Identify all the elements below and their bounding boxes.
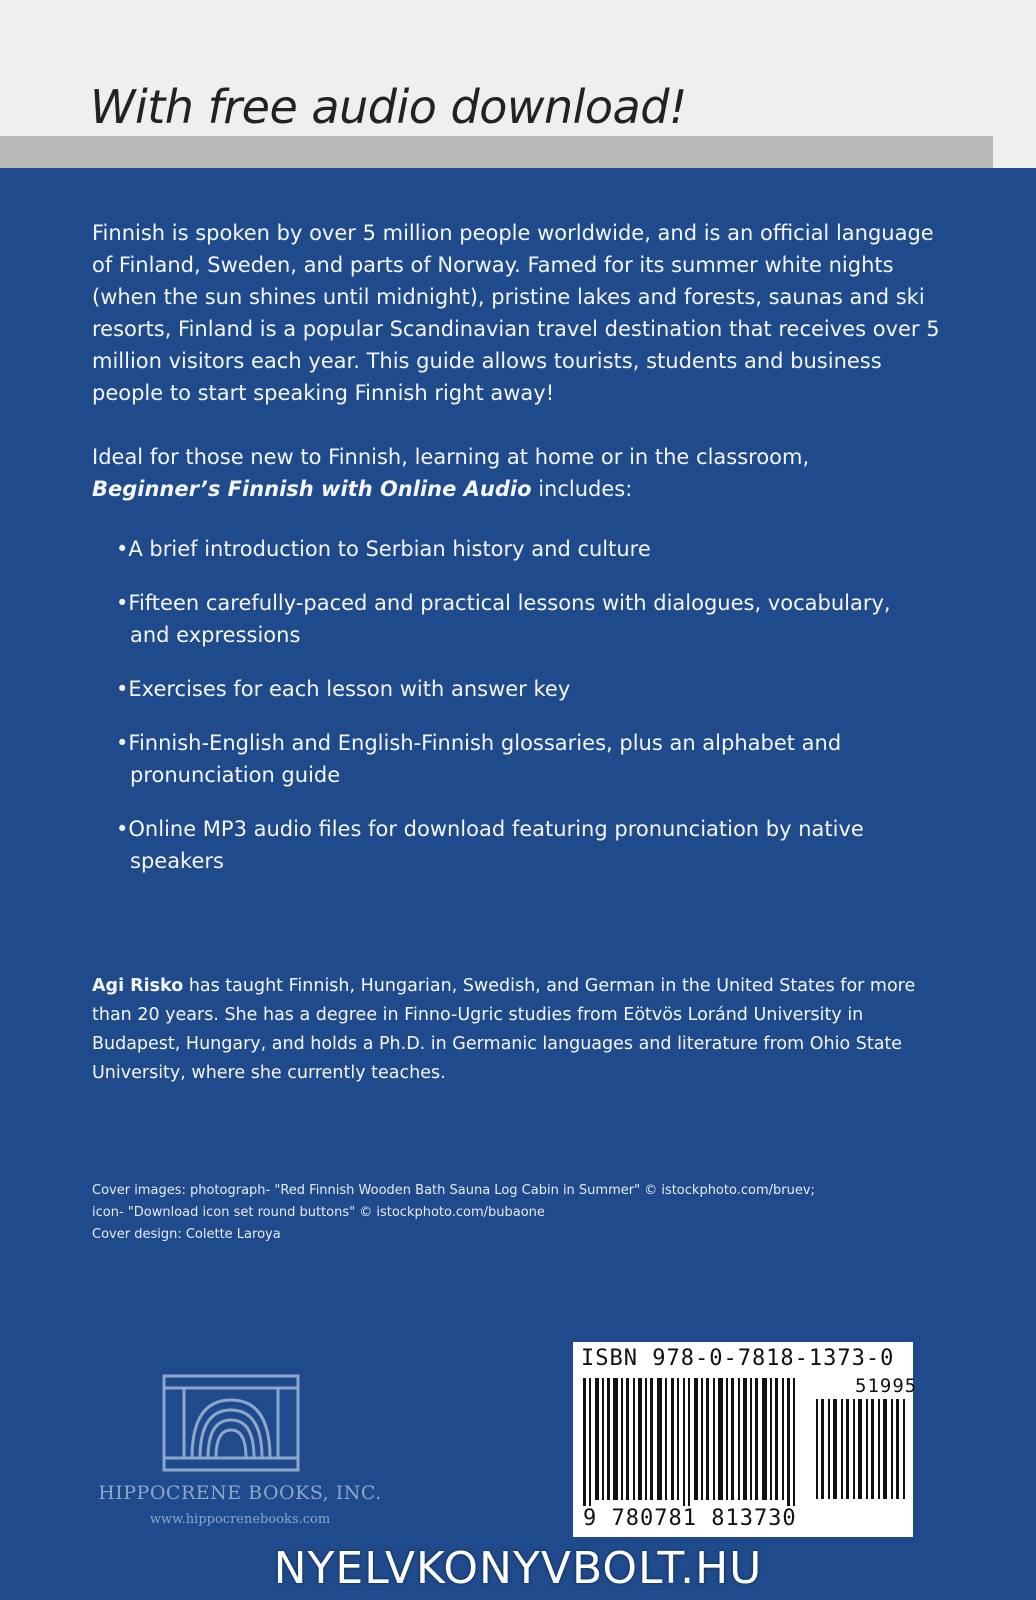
features-list xyxy=(116,533,936,899)
price-code: 51995 xyxy=(855,1375,918,1397)
ideal-lead: Ideal for those new to Finnish, learning at home or in the classroom, xyxy=(92,445,810,469)
isbn-label: ISBN 978-0-7818-1373-0 xyxy=(581,1346,895,1371)
intro-paragraph: Finnish is spoken by over 5 million people worldwide, and is an official language of Finland, Sweden, and parts of Norway. Famed for its summer white nights (when the sun shines until midnight), pristine lakes and forests, saunas and ski resorts, Finland is a popular Scandinavian travel destination that receives over 5 million visitors each year. This guide allows tourists, students and business people to start speaking Finnish right away! xyxy=(92,221,940,405)
book-title: Beginner’s Finnish with Online Audio xyxy=(92,477,532,501)
barcode-bars xyxy=(583,1378,803,1508)
isbn-barcode xyxy=(573,1342,918,1537)
publisher-url: www.hippocrenebooks.com xyxy=(149,1512,331,1527)
feature-item: • A brief introduction to Serbian history and culture xyxy=(116,533,936,565)
price-barcode-bars xyxy=(816,1399,908,1499)
publisher-name: HIPPOCRENE BOOKS, INC. xyxy=(98,1482,382,1504)
publisher-emblem-icon xyxy=(156,1370,306,1475)
cover-credits xyxy=(92,1180,952,1246)
headline: With free audio download! xyxy=(90,80,687,134)
feature-item: • Finnish-English and English-Finnish glossaries, plus an alphabet and pronunciation guide xyxy=(116,727,936,791)
site-watermark: NYELVKONYVBOLT.HU xyxy=(273,1543,763,1594)
credit-line: Cover design: Colette Laroya xyxy=(92,1227,281,1242)
feature-item: • Online MP3 audio files for download featuring pronunciation by native speakers xyxy=(116,813,936,877)
credit-line: icon- "Download icon set round buttons" © istockphoto.com/bubaone xyxy=(92,1205,545,1220)
author-bio-text: has taught Finnish, Hungarian, Swedish, and German in the United States for more than 20 years. She has a degree in Finno-Ugric studies from Eötvös Loránd University in Budapest, Hungary, and holds a Ph.D. in Germanic languages and literature from Ohio State University, where she currently teaches. xyxy=(92,976,916,1083)
feature-item: • Fifteen carefully-paced and practical lessons with dialogues, vocabulary, and expressions xyxy=(116,587,936,651)
ideal-tail: includes: xyxy=(531,477,633,501)
ideal-paragraph xyxy=(92,441,942,505)
publisher-logo xyxy=(90,1370,390,1540)
feature-item: • Exercises for each lesson with answer key xyxy=(116,673,936,705)
credit-line: Cover images: photograph- "Red Finnish Wooden Bath Sauna Log Cabin in Summer" © istockphoto.com/bruev; xyxy=(92,1183,815,1198)
author-name: Agi Risko xyxy=(92,976,184,996)
author-bio xyxy=(92,972,942,1088)
header-accent-bar xyxy=(0,136,993,168)
barcode-digits: 9 780781 813730 xyxy=(583,1506,797,1531)
